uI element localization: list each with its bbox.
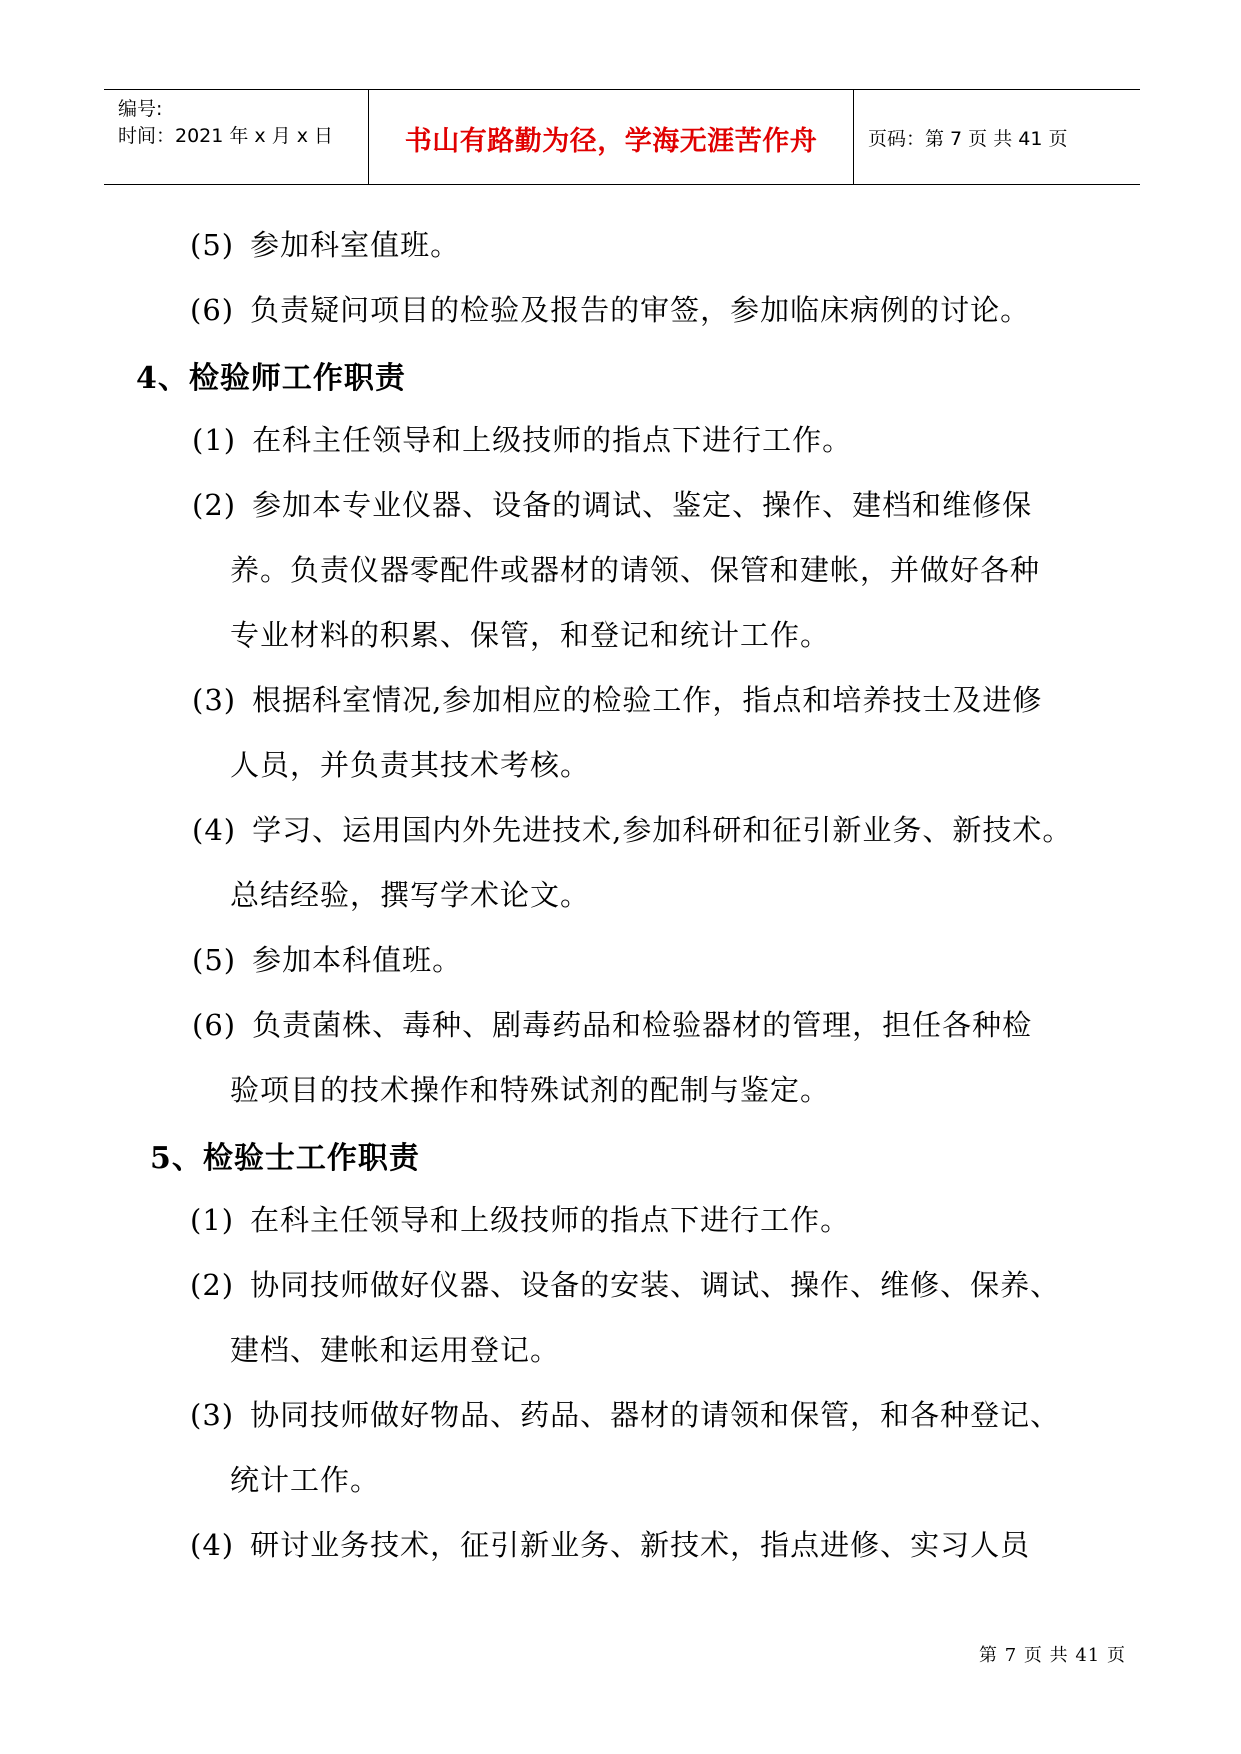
item-number: (5) <box>192 943 237 977</box>
header-page-info: 页码：第 7 页 共 41 页 <box>868 128 1068 150</box>
header-page-cell <box>854 90 1140 184</box>
item-text: 学习、运用国内外先进技术,参加科研和征引新业务、新技术。 <box>252 813 1073 847</box>
item-number: (1) <box>192 423 237 457</box>
item-text: 参加科室值班。 <box>250 228 461 262</box>
list-item <box>190 1393 1060 1434</box>
list-item <box>190 1198 850 1239</box>
header-motto-cell <box>369 90 854 184</box>
item-number: (3) <box>192 683 237 717</box>
header-meta-cell <box>104 90 369 184</box>
item-number: (1) <box>190 1203 235 1237</box>
list-item <box>190 288 1030 329</box>
list-item <box>192 808 1072 849</box>
list-item <box>190 223 460 264</box>
document-date: 时间：2021 年 x 月 x 日 <box>118 125 334 147</box>
list-item-continuation: 人员，并负责其技术考核。 <box>230 748 591 782</box>
list-item <box>190 1523 1030 1564</box>
page-header <box>104 89 1140 185</box>
item-number: (5) <box>190 228 235 262</box>
item-text: 负责菌株、毒种、剧毒药品和检验器材的管理，担任各种检 <box>252 1008 1033 1042</box>
list-item <box>192 483 1032 524</box>
section-heading-4: 4、检验师工作职责 <box>136 361 406 396</box>
list-item-continuation: 养。负责仪器零配件或器材的请领、保管和建帐，并做好各种 <box>230 553 1041 587</box>
item-text: 在科主任领导和上级技师的指点下进行工作。 <box>250 1203 851 1237</box>
header-motto: 书山有路勤为径，学海无涯苦作舟 <box>404 126 818 157</box>
list-item-continuation: 总结经验，撰写学术论文。 <box>230 878 591 912</box>
document-number-label: 编号: <box>118 98 163 120</box>
item-text: 根据科室情况,参加相应的检验工作，指点和培养技士及进修 <box>252 683 1043 717</box>
item-number: (6) <box>192 1008 237 1042</box>
list-item <box>192 938 462 979</box>
item-number: (4) <box>192 813 237 847</box>
item-text: 参加本科值班。 <box>252 943 463 977</box>
list-item <box>192 678 1042 719</box>
list-item-continuation: 建档、建帐和运用登记。 <box>230 1333 561 1367</box>
item-number: (2) <box>192 488 237 522</box>
list-item-continuation: 统计工作。 <box>230 1463 381 1497</box>
item-text: 研讨业务技术，征引新业务、新技术，指点进修、实习人员 <box>250 1528 1031 1562</box>
item-text: 协同技师做好仪器、设备的安装、调试、操作、维修、保养、 <box>250 1268 1061 1302</box>
list-item <box>192 418 852 459</box>
item-text: 在科主任领导和上级技师的指点下进行工作。 <box>252 423 853 457</box>
section-heading-5: 5、检验士工作职责 <box>150 1141 420 1176</box>
list-item <box>192 1003 1032 1044</box>
item-number: (4) <box>190 1528 235 1562</box>
list-item <box>190 1263 1060 1304</box>
item-text: 协同技师做好物品、药品、器材的请领和保管，和各种登记、 <box>250 1398 1061 1432</box>
item-text: 参加本专业仪器、设备的调试、鉴定、操作、建档和维修保 <box>252 488 1033 522</box>
page-footer-number: 第 7 页 共 41 页 <box>979 1645 1126 1666</box>
item-number: (6) <box>190 293 235 327</box>
list-item-continuation: 验项目的技术操作和特殊试剂的配制与鉴定。 <box>230 1073 831 1107</box>
item-number: (3) <box>190 1398 235 1432</box>
list-item-continuation: 专业材料的积累、保管，和登记和统计工作。 <box>230 618 831 652</box>
item-text: 负责疑问项目的检验及报告的审签，参加临床病例的讨论。 <box>250 293 1031 327</box>
item-number: (2) <box>190 1268 235 1302</box>
